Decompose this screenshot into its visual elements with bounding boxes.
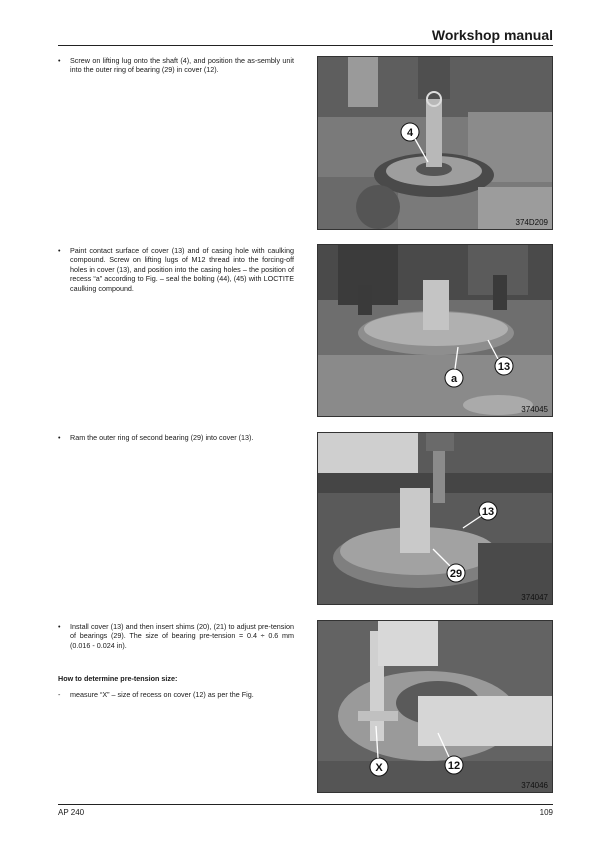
photo-1-image <box>318 57 552 229</box>
footer-model: AP 240 <box>58 808 85 817</box>
callout-label: 13 <box>497 361 511 373</box>
photo-cover-installation <box>317 244 553 417</box>
bullet: • <box>58 56 61 65</box>
subheading: How to determine pre-tension size: <box>58 674 178 683</box>
photo-2-image <box>318 245 552 416</box>
callout-label: a <box>450 373 458 385</box>
bullet: • <box>58 433 61 442</box>
callout-label: 29 <box>449 568 463 580</box>
step-text: Screw on lifting lug onto the shaft (4), and position the as-sembly unit into the outer ring of bearing (29) in cover (12). <box>70 56 294 75</box>
step-text: Install cover (13) and then insert shims (20), (21) to adjust pre-tension of bearings (29). The size of bearing pre-tension = 0.4 ÷ 0.6 mm (0.016 - 0.024 in). <box>70 622 294 650</box>
bullet: • <box>58 622 61 631</box>
header-rule <box>58 45 553 46</box>
callout-label: 12 <box>447 760 461 772</box>
photo-3-image <box>318 433 552 604</box>
photo-lifting-assembly <box>317 56 553 230</box>
step-text: Paint contact surface of cover (13) and of casing hole with caulking compound. Screw on lifting lugs of M12 thread into the forcing-off holes in cover (13), and position into the casing holes – the position of recess “a” according to Fig. – seal the bolting (44), (45) with LOCTITE caulking compound. <box>70 246 294 293</box>
dash-item <box>58 690 294 699</box>
page-number: 109 <box>539 808 553 817</box>
step-text: Ram the outer ring of second bearing (29) into cover (13). <box>70 433 254 442</box>
figure-code: 374046 <box>521 781 548 790</box>
callout-label: 13 <box>481 506 495 518</box>
page-header-title: Workshop manual <box>431 27 553 43</box>
callout-label: X <box>375 762 383 774</box>
photo-4-image <box>318 621 552 792</box>
dash-mark: - <box>58 690 61 699</box>
figure-code: 374047 <box>521 593 548 602</box>
callout-label: 4 <box>406 127 414 139</box>
figure-code: 374D209 <box>515 218 548 227</box>
instruction-step-2 <box>58 246 294 293</box>
photo-bearing-ramming <box>317 432 553 605</box>
instruction-step-3 <box>58 433 294 442</box>
dash-text: measure “X” – size of recess on cover (12) as per the Fig. <box>70 690 254 699</box>
instruction-step-1 <box>58 56 294 75</box>
photo-pretension-measurement <box>317 620 553 793</box>
instruction-step-4 <box>58 622 294 650</box>
figure-code: 374045 <box>521 405 548 414</box>
footer-rule <box>58 804 553 805</box>
bullet: • <box>58 246 61 255</box>
